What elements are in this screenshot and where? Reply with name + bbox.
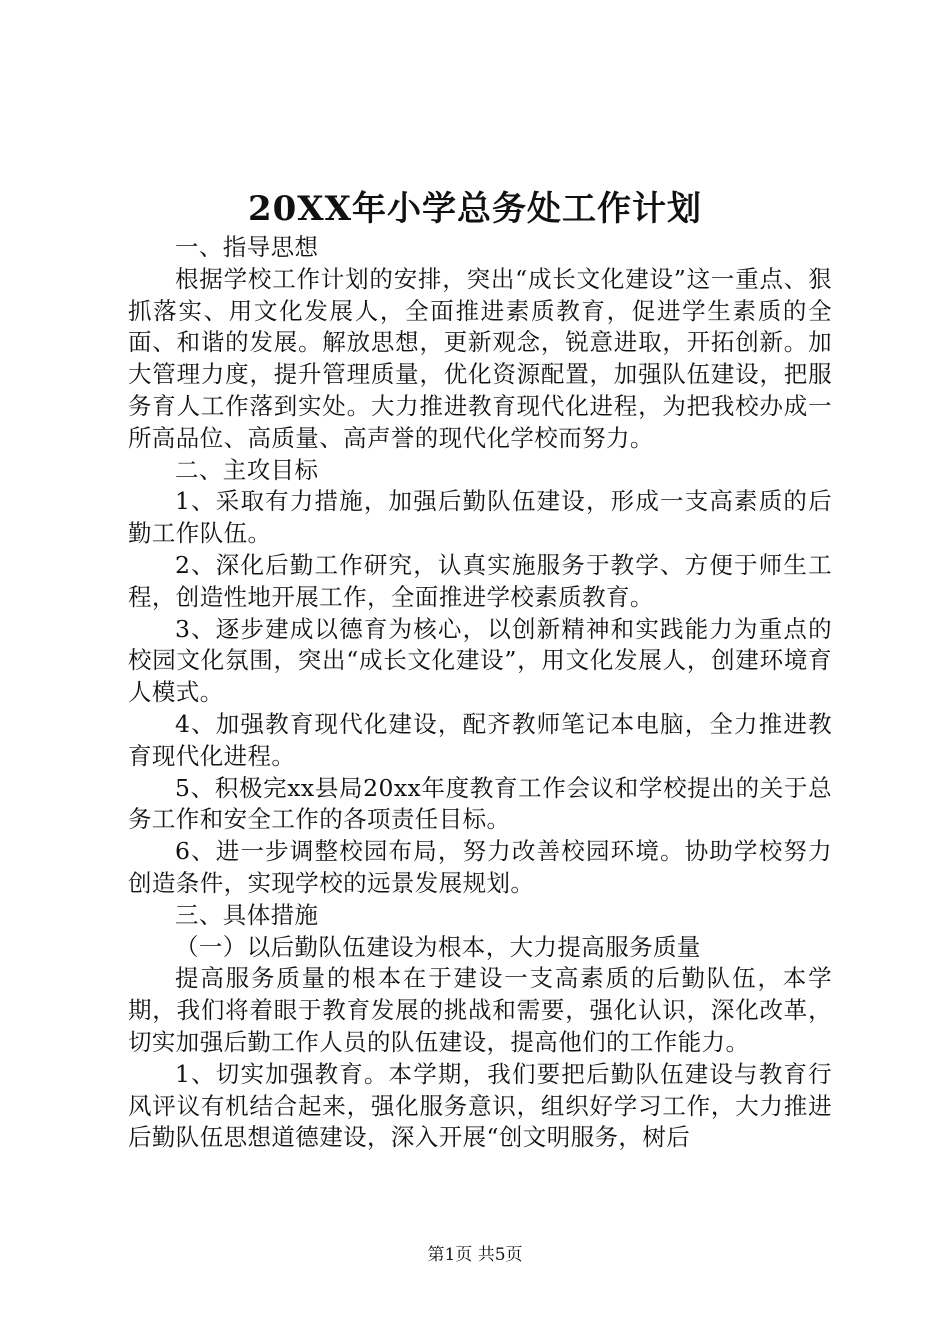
- subsection-heading-1: （一）以后勤队伍建设为根本，大力提高服务质量: [175, 932, 701, 961]
- section-heading-main-goals: 二、主攻目标: [175, 455, 319, 484]
- goal-item-5: 5、积极完xx县局20xx年度教育工作会议和学校提出的关于总务工作和安全工作的各项责任目标。: [128, 773, 832, 834]
- section-heading-guiding-ideology: 一、指导思想: [175, 233, 319, 261]
- goal-item-6: 6、进一步调整校园布局，努力改善校园环境。协助学校努力创造条件，实现学校的远景发展规划。: [128, 837, 832, 897]
- document-title: 20XX年小学总务处工作计划: [247, 189, 703, 229]
- goal-item-3: 3、逐步建成以德育为核心，以创新精神和实践能力为重点的校园文化氛围，突出“成长文化建设”，用文化发展人，创建环境育人模式。: [128, 614, 832, 707]
- paragraph: 提高服务质量的根本在于建设一支高素质的后勤队伍，本学期，我们将着眼于教育发展的挑战和需要，强化认识，深化改革，切实加强后勤工作人员的队伍建设，提高他们的工作能力。: [128, 964, 832, 1056]
- section-heading-specific-measures: 三、具体措施: [175, 900, 319, 929]
- page-number-footer: 第1页 共5页: [427, 1245, 523, 1265]
- document-body: [128, 232, 832, 1154]
- goal-item-2: 2、深化后勤工作研究，认真实施服务于教学、方便于师生工程，创造性地开展工作，全面推进学校素质教育。: [128, 550, 832, 611]
- measure-item-1: 1、切实加强教育。本学期，我们要把后勤队伍建设与教育行风评议有机结合起来，强化服务意识，组织好学习工作，大力推进后勤队伍思想道德建设，深入开展“创文明服务，树后: [128, 1059, 832, 1152]
- paragraph: 根据学校工作计划的安排，突出“成长文化建设”这一重点、狠抓落实、用文化发展人，全面推进素质教育，促进学生素质的全面、和谐的发展。解放思想，更新观念，锐意进取，开拓创新。加大管理力度，提升管理质量，优化资源配置，加强队伍建设，把服务育人工作落到实处。大力推进教育现代化进程，为把我校办成一所高品位、高质量、高声誉的现代化学校而努力。: [128, 264, 832, 452]
- goal-item-1: 1、采取有力措施，加强后勤队伍建设，形成一支高素质的后勤工作队伍。: [128, 487, 832, 548]
- goal-item-4: 4、加强教育现代化建设，配齐教师笔记本电脑，全力推进教育现代化进程。: [128, 709, 832, 770]
